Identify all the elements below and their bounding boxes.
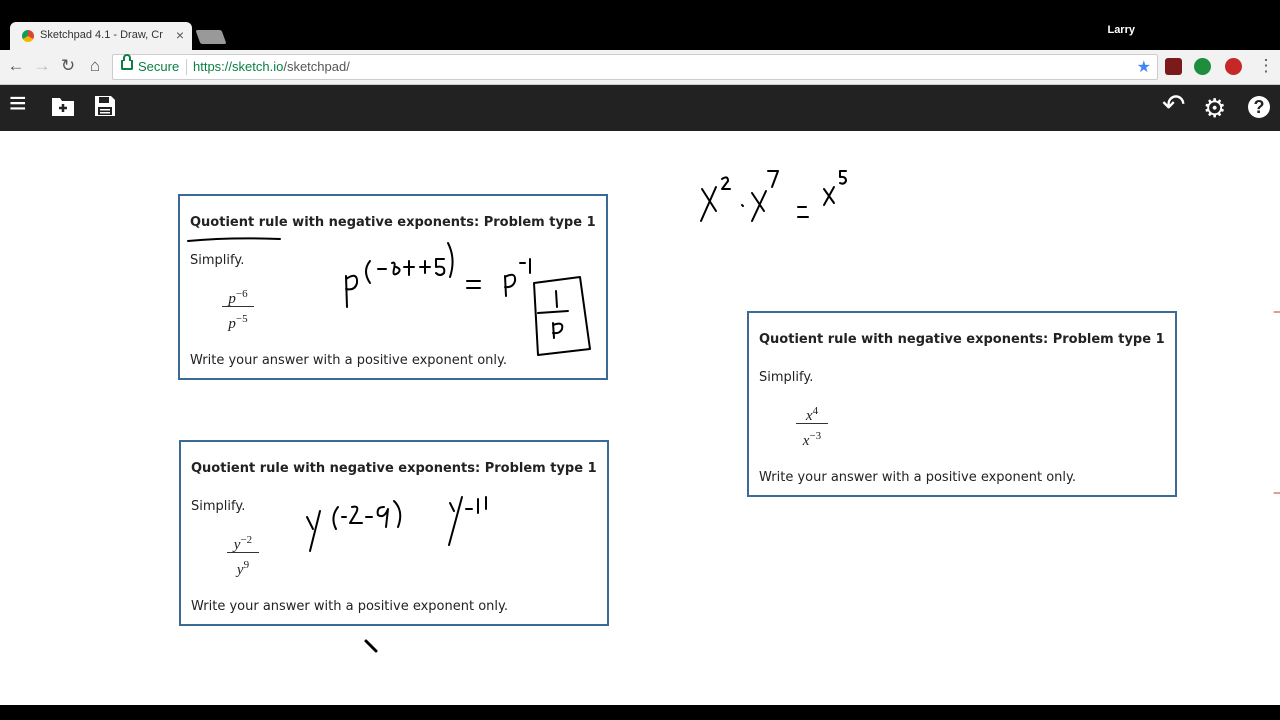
- problem-instruction: Simplify.: [190, 253, 245, 268]
- sketchpad-toolbar: [0, 85, 1280, 131]
- browser-titlebar: [0, 0, 1280, 50]
- settings-icon[interactable]: ⚙: [1203, 93, 1227, 123]
- denominator-exponent: −5: [235, 313, 248, 325]
- ink-card2-work: [307, 497, 486, 551]
- bookmark-star-icon[interactable]: ★: [1136, 59, 1151, 76]
- pen-cursor-icon: [366, 641, 376, 651]
- new-tab-button[interactable]: [195, 30, 226, 44]
- problem-footer: Write your answer with a positive exponent only.: [191, 599, 508, 614]
- url-path: /sketchpad/: [283, 59, 350, 74]
- problem-footer: Write your answer with a positive exponent only.: [759, 470, 1076, 485]
- browser-toolbar: [0, 50, 1280, 85]
- lock-icon: [121, 60, 133, 70]
- undo-icon[interactable]: ↶: [1162, 89, 1186, 120]
- numerator-base: p: [228, 291, 236, 307]
- forward-icon[interactable]: →: [33, 56, 51, 75]
- drawing-canvas[interactable]: [0, 131, 1280, 705]
- chrome-favicon-icon: [22, 30, 34, 42]
- numerator-base: y: [233, 537, 241, 553]
- handwriting-layer: [0, 131, 1280, 705]
- numerator-base: x: [805, 408, 813, 424]
- browser-menu-icon[interactable]: ⋮: [1257, 56, 1275, 75]
- denominator-base: p: [228, 316, 236, 332]
- ink-card1-work: [346, 243, 590, 355]
- ink-top-expression: [701, 171, 846, 221]
- denominator-base: x: [802, 433, 810, 449]
- denominator-base: y: [236, 562, 244, 578]
- tab-title: Sketchpad 4.1 - Draw, Cr: [40, 29, 163, 41]
- browser-tab[interactable]: [10, 22, 192, 50]
- home-icon[interactable]: ⌂: [89, 56, 101, 75]
- extension-new-icon[interactable]: [1194, 58, 1211, 75]
- save-icon[interactable]: [94, 95, 116, 123]
- folder-plus-icon[interactable]: [51, 95, 75, 123]
- problem-heading: Quotient rule with negative exponents: Problem type 1: [759, 332, 1165, 347]
- extension-play-icon[interactable]: [1225, 58, 1242, 75]
- problem-heading: Quotient rule with negative exponents: Problem type 1: [190, 215, 596, 230]
- problem-instruction: Simplify.: [759, 370, 814, 385]
- problem-heading: Quotient rule with negative exponents: Problem type 1: [191, 461, 597, 476]
- back-icon[interactable]: ←: [7, 56, 25, 75]
- security-label: Secure: [138, 59, 180, 74]
- reload-icon[interactable]: ↻: [60, 56, 76, 75]
- tab-close-icon[interactable]: ×: [175, 27, 184, 43]
- ink-underline: [188, 238, 280, 241]
- url-host: https://sketch.io: [193, 59, 284, 74]
- problem-footer: Write your answer with a positive exponent only.: [190, 353, 507, 368]
- denominator-exponent: 9: [243, 559, 250, 571]
- help-icon[interactable]: ?: [1248, 96, 1270, 118]
- hamburger-menu-icon[interactable]: ≡: [9, 87, 27, 120]
- denominator-exponent: −3: [809, 430, 822, 442]
- url-text[interactable]: [193, 59, 350, 74]
- address-bar[interactable]: [112, 54, 1158, 80]
- numerator-exponent: 4: [812, 405, 819, 417]
- offscreen-card-edge: [1274, 312, 1280, 493]
- profile-name[interactable]: Larry: [1107, 24, 1135, 36]
- problem-instruction: Simplify.: [191, 499, 246, 514]
- numerator-exponent: −2: [240, 534, 253, 546]
- bottom-bar: [0, 705, 1280, 720]
- numerator-exponent: −6: [235, 288, 248, 300]
- extension-film-icon[interactable]: [1165, 58, 1182, 75]
- omnibox-separator: [186, 59, 187, 75]
